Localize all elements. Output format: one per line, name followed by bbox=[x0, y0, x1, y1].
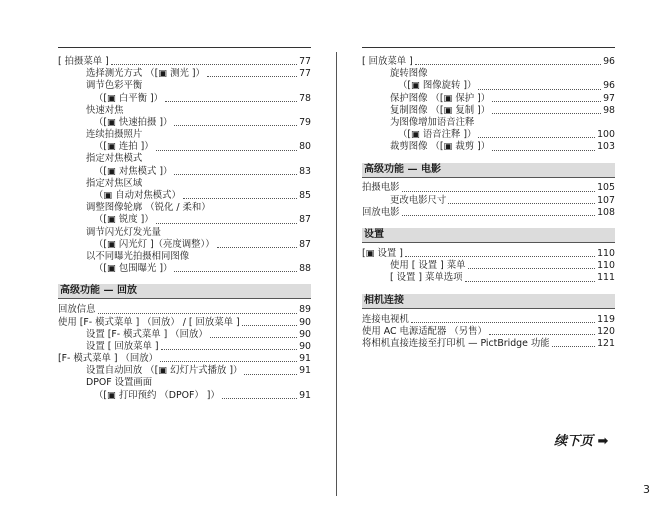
toc-entry-page: 80 bbox=[299, 141, 311, 153]
toc-entry-page: 89 bbox=[299, 304, 311, 316]
toc-entry-page: 105 bbox=[597, 182, 615, 194]
toc-entry-page: 91 bbox=[299, 353, 311, 365]
dot-leader bbox=[242, 325, 297, 326]
toc-entry[interactable] bbox=[362, 105, 615, 117]
toc-entry[interactable] bbox=[58, 390, 311, 402]
toc-entry[interactable] bbox=[362, 56, 615, 68]
toc-entry-title: 连接电视机 bbox=[362, 313, 409, 325]
toc-entry[interactable] bbox=[58, 378, 311, 390]
toc-entry-page: 77 bbox=[299, 55, 311, 67]
dot-leader bbox=[468, 268, 596, 269]
toc-entry[interactable] bbox=[58, 190, 311, 202]
toc-list-advanced-playback bbox=[58, 304, 311, 402]
toc-entry-title: [▣ 设置 ] bbox=[362, 248, 403, 260]
toc-entry-title: 设置自动回放 （[▣ 幻灯片式播放 ]） bbox=[86, 365, 243, 377]
dot-leader bbox=[174, 174, 297, 175]
toc-entry[interactable] bbox=[58, 178, 311, 190]
toc-entry[interactable] bbox=[362, 314, 615, 326]
dot-leader bbox=[174, 271, 297, 272]
toc-entry-title: （[▣ 对焦模式 ]） bbox=[94, 165, 173, 177]
toc-entry[interactable] bbox=[58, 117, 311, 129]
dot-leader bbox=[183, 198, 297, 199]
dot-leader bbox=[161, 349, 298, 350]
toc-entry-page: 83 bbox=[299, 165, 311, 177]
section-header-setup: 设置 bbox=[362, 228, 615, 243]
toc-entry[interactable] bbox=[362, 117, 615, 129]
toc-entry[interactable] bbox=[58, 93, 311, 105]
toc-entry-page: 90 bbox=[299, 328, 311, 340]
toc-entry[interactable] bbox=[362, 141, 615, 153]
toc-entry-title: [ 拍摄菜单 ] bbox=[58, 55, 109, 67]
toc-entry-title: （[▣ 图像旋转 ]） bbox=[398, 80, 477, 92]
continue-next-page bbox=[554, 430, 608, 449]
toc-entry-title: 复制图像 （[▣ 复制 ]） bbox=[390, 104, 491, 116]
toc-entry[interactable] bbox=[58, 80, 311, 92]
toc-entry[interactable] bbox=[362, 195, 615, 207]
toc-entry-title: 指定对焦区域 bbox=[86, 177, 143, 189]
toc-entry-title: 裁剪图像 （[▣ 裁剪 ]） bbox=[390, 141, 491, 153]
left-top-rule bbox=[58, 47, 311, 48]
dot-leader bbox=[489, 334, 595, 335]
toc-entry-page: 110 bbox=[597, 248, 615, 260]
toc-entry[interactable] bbox=[58, 166, 311, 178]
toc-entry[interactable] bbox=[362, 183, 615, 195]
toc-list-setup bbox=[362, 248, 615, 285]
dot-leader bbox=[217, 247, 297, 248]
section-header-camera-connection: 相机连接 bbox=[362, 294, 615, 309]
toc-entry-title: 选择测光方式 （[▣ 测光 ]） bbox=[86, 68, 205, 80]
toc-entry[interactable] bbox=[58, 317, 311, 329]
dot-leader bbox=[160, 361, 297, 362]
toc-entry-page: 79 bbox=[299, 116, 311, 128]
toc-entry-page: 107 bbox=[597, 194, 615, 206]
toc-entry[interactable] bbox=[362, 248, 615, 260]
toc-entry[interactable] bbox=[58, 365, 311, 377]
dot-leader bbox=[402, 191, 596, 192]
toc-entry-page: 97 bbox=[603, 92, 615, 104]
toc-entry-page: 90 bbox=[299, 316, 311, 328]
toc-entry-title: （[▣ 锐度 ]） bbox=[94, 214, 154, 226]
toc-entry-title: 回放电影 bbox=[362, 206, 400, 218]
arrow-right-icon: ➡ bbox=[597, 434, 609, 449]
toc-entry-title: 设置 [ 回放菜单 ] bbox=[86, 340, 159, 352]
toc-entry-title: [ 设置 ] 菜单选项 bbox=[390, 272, 463, 284]
toc-entry-page: 119 bbox=[597, 313, 615, 325]
toc-entry-title: （[▣ 打印预约 （DPOF） ]） bbox=[94, 389, 220, 401]
toc-entry-page: 111 bbox=[597, 272, 615, 284]
toc-entry-title: 设置 [F- 模式菜单 ] （回放） bbox=[86, 328, 208, 340]
toc-entry-page: 96 bbox=[603, 80, 615, 92]
toc-entry-title: （[▣ 闪光灯 ]（亮度调整）） bbox=[94, 238, 215, 250]
continue-label: 续下页 bbox=[554, 434, 594, 449]
dot-leader bbox=[415, 64, 601, 65]
dot-leader bbox=[207, 76, 297, 77]
dot-leader bbox=[244, 374, 297, 375]
toc-entry[interactable] bbox=[58, 56, 311, 68]
dot-leader bbox=[210, 337, 297, 338]
toc-entry[interactable] bbox=[58, 341, 311, 353]
toc-entry-title: （[▣ 语音注释 ]） bbox=[398, 129, 477, 141]
toc-entry-page: 98 bbox=[603, 104, 615, 116]
toc-entry[interactable] bbox=[362, 338, 615, 350]
toc-entry-page: 96 bbox=[603, 55, 615, 67]
dot-leader bbox=[465, 281, 596, 282]
toc-entry[interactable] bbox=[58, 154, 311, 166]
dot-leader bbox=[552, 346, 595, 347]
toc-entry-page: 85 bbox=[299, 190, 311, 202]
toc-entry[interactable] bbox=[362, 68, 615, 80]
toc-entry[interactable] bbox=[362, 272, 615, 284]
toc-entry-page: 108 bbox=[597, 206, 615, 218]
toc-entry-page: 121 bbox=[597, 337, 615, 349]
toc-entry[interactable] bbox=[58, 214, 311, 226]
toc-entry-page: 110 bbox=[597, 260, 615, 272]
toc-list-shooting-menu bbox=[58, 56, 311, 275]
toc-entry-title: （[▣ 连拍 ]） bbox=[94, 141, 154, 153]
toc-entry-title: （▣ 自动对焦模式） bbox=[94, 190, 181, 202]
toc-left-column bbox=[58, 56, 311, 402]
dot-leader bbox=[492, 101, 601, 102]
toc-entry-title: （[▣ 包围曝光 ]） bbox=[94, 263, 173, 275]
toc-entry[interactable] bbox=[58, 251, 311, 263]
toc-entry-title: 调节闪光灯发光量 bbox=[86, 226, 162, 238]
toc-entry-page: 91 bbox=[299, 389, 311, 401]
toc-entry[interactable] bbox=[58, 141, 311, 153]
toc-entry[interactable] bbox=[58, 353, 311, 365]
toc-entry-title: 回放信息 bbox=[58, 304, 96, 316]
toc-entry-page: 88 bbox=[299, 263, 311, 275]
dot-leader bbox=[156, 150, 297, 151]
toc-entry-page: 77 bbox=[299, 68, 311, 80]
toc-entry-title: 调整图像轮廓 （锐化 / 柔和） bbox=[86, 202, 211, 214]
toc-entry[interactable] bbox=[58, 129, 311, 141]
toc-entry[interactable] bbox=[362, 93, 615, 105]
toc-entry-title: 将相机直接连接至打印机 — PictBridge 功能 bbox=[362, 337, 550, 349]
toc-entry-title: 以不同曝光拍摄相同图像 bbox=[86, 250, 190, 262]
toc-entry[interactable] bbox=[58, 202, 311, 214]
toc-entry-title: 使用 [F- 模式菜单 ] （回放） / [ 回放菜单 ] bbox=[58, 316, 240, 328]
toc-entry-title: 使用 AC 电源适配器 （另售） bbox=[362, 325, 487, 337]
toc-entry[interactable] bbox=[58, 263, 311, 275]
toc-entry-title: 保护图像 （[▣ 保护 ]） bbox=[390, 92, 491, 104]
dot-leader bbox=[405, 256, 595, 257]
toc-entry[interactable] bbox=[362, 80, 615, 92]
dot-leader bbox=[478, 137, 595, 138]
toc-entry-title: 连续拍摄照片 bbox=[86, 129, 143, 141]
column-divider bbox=[336, 52, 337, 496]
dot-leader bbox=[98, 313, 298, 314]
toc-entry-page: 100 bbox=[597, 129, 615, 141]
toc-entry-title: 快速对焦 bbox=[86, 104, 124, 116]
toc-entry-title: 为图像增加语音注释 bbox=[390, 116, 475, 128]
dot-leader bbox=[165, 101, 297, 102]
section-header-advanced-playback: 高级功能 — 回放 bbox=[58, 284, 311, 299]
toc-entry-page: 103 bbox=[597, 141, 615, 153]
dot-leader bbox=[222, 398, 297, 399]
toc-entry[interactable] bbox=[58, 227, 311, 239]
toc-entry-page: 91 bbox=[299, 365, 311, 377]
toc-entry[interactable] bbox=[58, 105, 311, 117]
toc-list-connection bbox=[362, 314, 615, 351]
toc-entry[interactable] bbox=[58, 329, 311, 341]
toc-entry-page: 87 bbox=[299, 214, 311, 226]
section-header-advanced-movie: 高级功能 — 电影 bbox=[362, 163, 615, 178]
dot-leader bbox=[492, 113, 601, 114]
right-top-rule bbox=[362, 47, 615, 48]
dot-leader bbox=[448, 203, 595, 204]
dot-leader bbox=[478, 89, 601, 90]
toc-entry-title: 调节色彩平衡 bbox=[86, 80, 143, 92]
toc-entry[interactable] bbox=[362, 326, 615, 338]
toc-entry-title: 拍摄电影 bbox=[362, 182, 400, 194]
toc-entry[interactable] bbox=[362, 129, 615, 141]
toc-entry-page: 90 bbox=[299, 340, 311, 352]
dot-leader bbox=[402, 215, 596, 216]
toc-entry-title: 指定对焦模式 bbox=[86, 153, 143, 165]
toc-list-playback-menu bbox=[362, 56, 615, 154]
toc-entry-page: 78 bbox=[299, 92, 311, 104]
toc-right-column bbox=[362, 56, 615, 350]
toc-entry-title: （[▣ 白平衡 ]） bbox=[94, 92, 164, 104]
toc-entry[interactable] bbox=[362, 260, 615, 272]
page-number: 3 bbox=[643, 483, 650, 496]
toc-entry-title: [F- 模式菜单 ] （回放） bbox=[58, 353, 159, 365]
toc-entry-title: [ 回放菜单 ] bbox=[362, 55, 413, 67]
dot-leader bbox=[111, 64, 297, 65]
dot-leader bbox=[411, 322, 595, 323]
toc-entry[interactable] bbox=[58, 304, 311, 316]
toc-entry-title: （[▣ 快速拍摄 ]） bbox=[94, 116, 173, 128]
toc-entry-page: 87 bbox=[299, 238, 311, 250]
dot-leader bbox=[174, 125, 297, 126]
dot-leader bbox=[156, 223, 297, 224]
toc-entry-title: DPOF 设置画面 bbox=[86, 377, 153, 389]
toc-entry[interactable] bbox=[362, 207, 615, 219]
dot-leader bbox=[492, 150, 595, 151]
toc-list-movie bbox=[362, 183, 615, 220]
toc-entry[interactable] bbox=[58, 68, 311, 80]
toc-entry[interactable] bbox=[58, 239, 311, 251]
toc-entry-page: 120 bbox=[597, 325, 615, 337]
toc-entry-title: 使用 [ 设置 ] 菜单 bbox=[390, 260, 466, 272]
toc-entry-title: 更改电影尺寸 bbox=[390, 194, 447, 206]
toc-entry-title: 旋转图像 bbox=[390, 68, 428, 80]
